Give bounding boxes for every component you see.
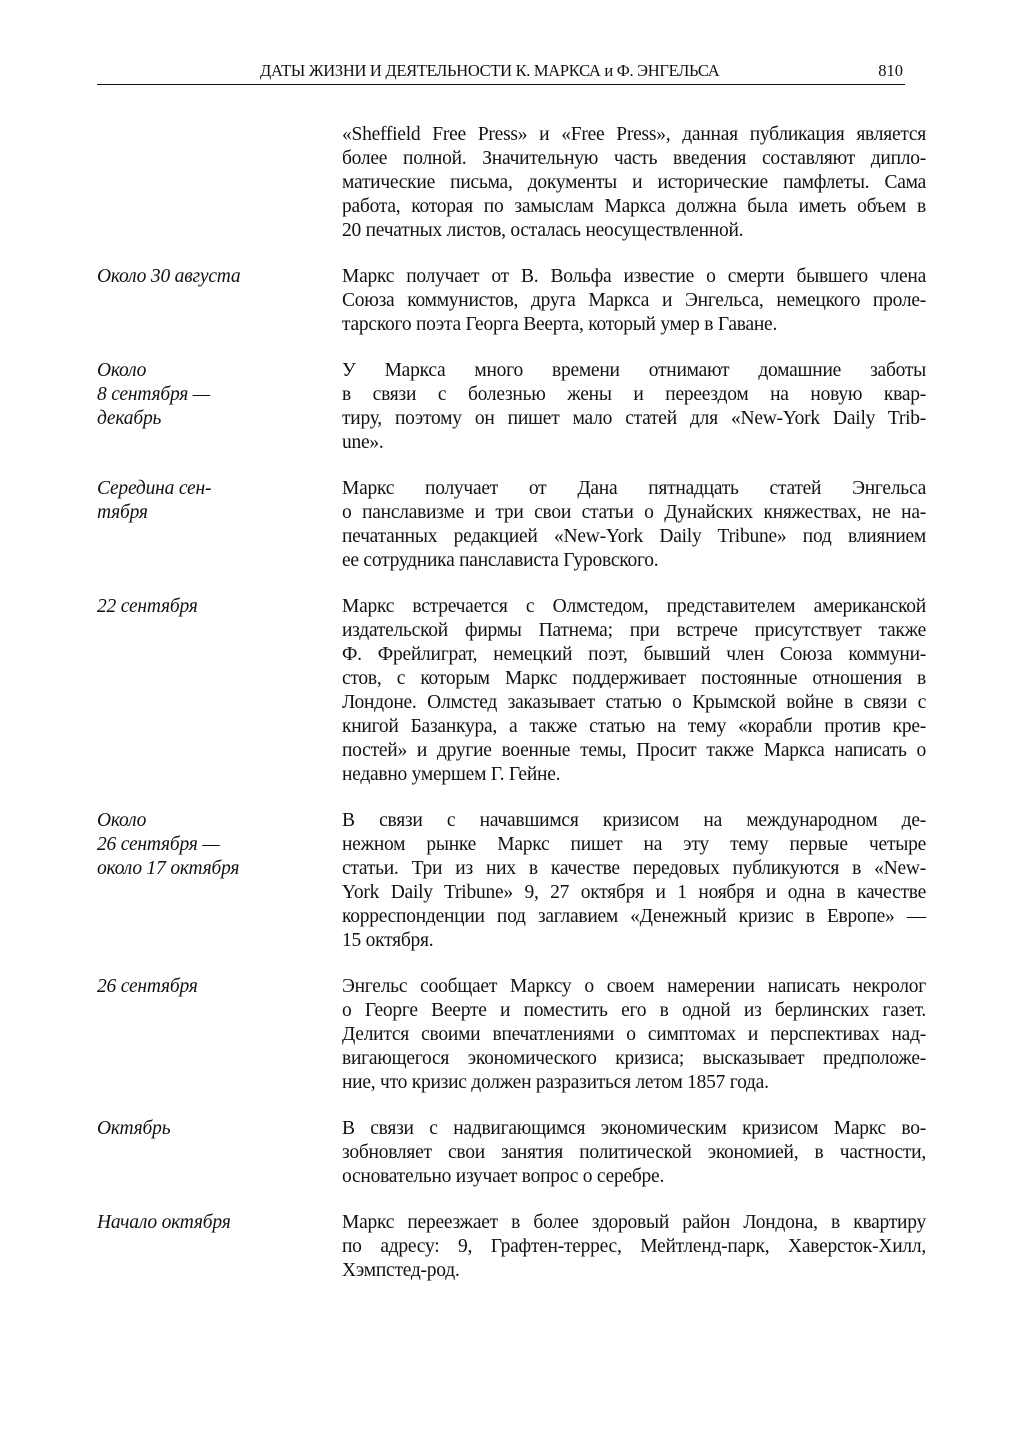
entry-text-line: работа, которая по замыслам Маркса должна была иметь объем в <box>342 196 926 217</box>
entry-text-line: о панславизме и три свои статьи о Дунайских княжествах, не на- <box>342 502 926 523</box>
entry-text-line: корреспонденции под заглавием «Денежный кризис в Европе» — <box>342 906 926 927</box>
entry-date <box>97 1211 317 1235</box>
entry-date-line: тября <box>97 502 148 523</box>
entry-text-line: Лондоне. Олмстед заказывает статью о Крымской войне в связи с <box>342 692 926 713</box>
chronology-entry <box>0 1211 1024 1283</box>
entry-text <box>342 1211 926 1283</box>
entry-text-line: книгой Базанкура, а также статью на тему «корабли против кре- <box>342 716 926 737</box>
entry-text-line: Хэмпстед-род. <box>342 1260 460 1281</box>
chronology-entry <box>0 595 1024 787</box>
entry-date <box>97 595 317 619</box>
entry-text-line: ние, что кризис должен разразиться летом 1857 года. <box>342 1072 769 1093</box>
entry-text-line: стов, с которым Маркс поддерживает постоянные отношения в <box>342 668 926 689</box>
entry-text-line: постей» и другие военные темы, Просит также Маркса написать о <box>342 740 926 761</box>
entry-date-line: декабрь <box>97 408 162 429</box>
entry-text-line: Ф. Фрейлиграт, немецкий поэт, бывший член Союза коммуни- <box>342 644 926 665</box>
entry-text-line: тиру, поэтому он пишет мало статей для «New-York Daily Trib- <box>342 408 926 429</box>
entry-date-line: около 17 октября <box>97 858 240 879</box>
entry-text-line: В связи с надвигающимся экономическим кризисом Маркс во- <box>342 1118 926 1139</box>
entry-date <box>97 359 317 431</box>
entry-text-line: статьи. Три из них в качестве передовых публикуются в «New- <box>342 858 926 879</box>
entry-text-line: по адресу: 9, Графтен-террес, Мейтленд-парк, Хаверсток-Хилл, <box>342 1236 926 1257</box>
entry-text-line: печатанных редакцией «New-York Daily Tribune» под влиянием <box>342 526 926 547</box>
page-number: 810 <box>878 61 903 80</box>
chronology-entries <box>0 123 1024 1305</box>
entry-text-line: основательно изучает вопрос о серебре. <box>342 1166 665 1187</box>
entry-text-line: 15 октября. <box>342 930 434 951</box>
entry-date-line: 26 сентября <box>97 976 198 997</box>
entry-text <box>342 595 926 787</box>
entry-text <box>342 123 926 243</box>
entry-text-line: тарского поэта Георга Веерта, который умер в Гаване. <box>342 314 778 335</box>
entry-text-line: У Маркса много времени отнимают домашние заботы <box>342 360 926 381</box>
entry-text <box>342 265 926 337</box>
entry-date-line: Около <box>97 810 147 831</box>
chronology-entry <box>0 359 1024 455</box>
entry-date-line: Около 30 августа <box>97 266 241 287</box>
entry-text-line: Союза коммунистов, друга Маркса и Энгельса, немецкого проле- <box>342 290 926 311</box>
chronology-entry <box>0 809 1024 953</box>
entry-text <box>342 1117 926 1189</box>
entry-text <box>342 359 926 455</box>
entry-text-line: Маркс получает от В. Вольфа известие о смерти бывшего члена <box>342 266 926 287</box>
chronology-entry <box>0 1117 1024 1189</box>
chronology-entry <box>0 477 1024 573</box>
entry-text-line: «Sheffield Free Press» и «Free Press», данная публикация является <box>342 124 926 145</box>
entry-text-line: Энгельс сообщает Марксу о своем намерении написать некролог <box>342 976 926 997</box>
entry-text-line: нежном рынке Маркс пишет на эту тему первые четыре <box>342 834 926 855</box>
entry-text-line: матические письма, документы и исторические памфлеты. Сама <box>342 172 926 193</box>
running-title: ДАТЫ ЖИЗНИ И ДЕЯТЕЛЬНОСТИ К. МАРКСА и Ф. ЭНГЕЛЬСА <box>260 61 720 80</box>
entry-date-line: Начало октября <box>97 1212 231 1233</box>
entry-text <box>342 975 926 1095</box>
entry-text-line: une». <box>342 432 384 453</box>
entry-text-line: зобновляет свои занятия политической экономией, в частности, <box>342 1142 926 1163</box>
entry-date-line: 22 сентября <box>97 596 198 617</box>
entry-date <box>97 975 317 999</box>
entry-text-line: В связи с начавшимся кризисом на международном де- <box>342 810 926 831</box>
entry-text-line: о Георге Веерте и поместить его в одной из берлинских газет. <box>342 1000 926 1021</box>
chronology-entry <box>0 123 1024 243</box>
entry-date <box>97 1117 317 1141</box>
entry-text-line: Маркс переезжает в более здоровый район Лондона, в квартиру <box>342 1212 926 1233</box>
entry-date-line: 8 сентября — <box>97 384 210 405</box>
entry-date-line: Середина сен- <box>97 478 212 499</box>
chronology-entry <box>0 975 1024 1095</box>
entry-text-line: более полной. Значительную часть введения составляют дипло- <box>342 148 926 169</box>
chronology-entry <box>0 265 1024 337</box>
entry-text-line: недавно умершем Г. Гейне. <box>342 764 561 785</box>
entry-date <box>97 809 317 881</box>
entry-text-line: в связи с болезнью жены и переездом на новую квар- <box>342 384 926 405</box>
entry-text-line: 20 печатных листов, осталась неосуществленной. <box>342 220 744 241</box>
entry-date-line: 26 сентября — <box>97 834 220 855</box>
entry-text-line: издательской фирмы Патнема; при встрече присутствует также <box>342 620 926 641</box>
entry-text-line: Маркс встречается с Олмстедом, представителем американской <box>342 596 926 617</box>
entry-text-line: Маркс получает от Дана пятнадцать статей Энгельса <box>342 478 926 499</box>
entry-text <box>342 809 926 953</box>
entry-date <box>97 265 317 289</box>
entry-date <box>97 477 317 525</box>
entry-text-line: ее сотрудника панслависта Гуровского. <box>342 550 659 571</box>
entry-text-line: Делится своими впечатлениями о симптомах и перспективах над- <box>342 1024 926 1045</box>
entry-text <box>342 477 926 573</box>
entry-text-line: York Daily Tribune» 9, 27 октября и 1 ноября и одна в качестве <box>342 882 926 903</box>
running-header <box>97 60 905 85</box>
entry-date-line: Октябрь <box>97 1118 171 1139</box>
entry-date-line: Около <box>97 360 147 381</box>
entry-text-line: вигающегося экономического кризиса; высказывает предположе- <box>342 1048 926 1069</box>
